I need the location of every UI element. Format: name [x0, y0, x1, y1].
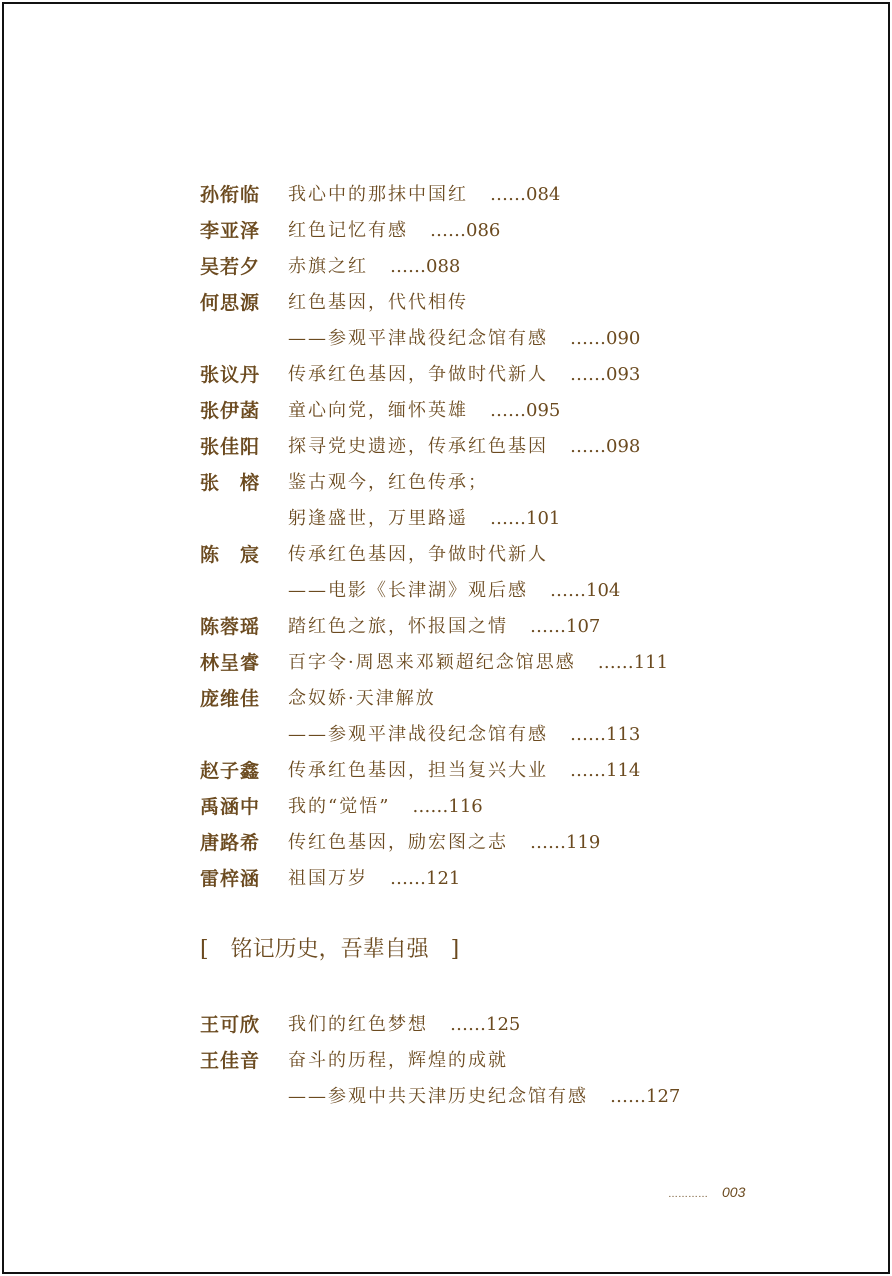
entry-title	[288, 612, 600, 638]
entry-title-text: ——参观平津战役纪念馆有感	[288, 328, 548, 349]
entry-title	[288, 288, 468, 314]
entry-author: 张佳阳	[200, 436, 261, 458]
entry-author: 陈 宸	[200, 544, 261, 566]
entry-page-number: ……098	[570, 436, 641, 457]
entry-title	[288, 180, 560, 206]
entry-title-text: 传红色基因，励宏图之志	[288, 832, 508, 853]
entry-subtitle	[288, 576, 620, 602]
entry-page-number: ……114	[570, 760, 641, 781]
entry-page-number: ……113	[570, 724, 641, 745]
entry-author: 禹涵中	[200, 796, 261, 818]
entry-title-text: 我心中的那抹中国红	[288, 184, 468, 205]
entry-title-text: ——参观中共天津历史纪念馆有感	[288, 1086, 588, 1107]
entry-author: 李亚泽	[200, 220, 261, 242]
section-heading: [ 铭记历史，吾辈自强 ]	[200, 937, 460, 962]
entry-title-text: 传承红色基因，争做时代新人	[288, 544, 548, 565]
entry-title	[288, 756, 640, 782]
entry-page-number: ……119	[530, 832, 601, 853]
entry-title	[288, 792, 483, 818]
entry-title-text: 躬逢盛世，万里路遥	[288, 508, 468, 529]
entry-author: 王可欣	[200, 1014, 261, 1036]
entry-subtitle	[288, 324, 640, 350]
entry-title-text: 赤旗之红	[288, 256, 368, 277]
entry-title-text: 红色记忆有感	[288, 220, 408, 241]
entry-title	[288, 360, 640, 386]
entry-author: 林呈睿	[200, 652, 261, 674]
entry-page-number: ……088	[390, 256, 461, 277]
entry-title-text: 我们的红色梦想	[288, 1014, 428, 1035]
entry-page-number: ……125	[450, 1014, 521, 1035]
entry-page-number: ……101	[490, 508, 561, 529]
entry-title-text: ——参观平津战役纪念馆有感	[288, 724, 548, 745]
entry-title	[288, 648, 668, 674]
entry-title-text: 鉴古观今，红色传承；	[288, 472, 488, 493]
entry-author: 赵子鑫	[200, 760, 261, 782]
entry-title	[288, 828, 600, 854]
entry-author: 雷梓涵	[200, 868, 261, 890]
entry-title	[288, 252, 460, 278]
entry-title	[288, 468, 488, 494]
entry-author: 张 榕	[200, 472, 261, 494]
entry-author: 庞维佳	[200, 688, 261, 710]
entry-page-number: ……116	[412, 796, 483, 817]
entry-page-number: ……084	[490, 184, 561, 205]
page-footer	[668, 1184, 745, 1200]
entry-title	[288, 432, 640, 458]
entry-author: 孙衔临	[200, 184, 261, 206]
entry-title-text: 念奴娇·天津解放	[288, 688, 436, 709]
entry-title	[288, 864, 460, 890]
entry-subtitle	[288, 720, 640, 746]
book-page	[2, 2, 890, 1274]
entry-title-text: 传承红色基因，争做时代新人	[288, 364, 548, 385]
entry-page-number: ……104	[550, 580, 621, 601]
entry-page-number: ……111	[597, 652, 669, 673]
entry-page-number: ……090	[570, 328, 641, 349]
entry-title-text: ——电影《长津湖》观后感	[288, 580, 528, 601]
entry-title	[288, 216, 500, 242]
entry-subtitle	[288, 1082, 680, 1108]
page-number: 003	[722, 1184, 746, 1200]
entry-author: 张伊菡	[200, 400, 261, 422]
entry-title-text: 奋斗的历程，辉煌的成就	[288, 1050, 508, 1071]
entry-author: 唐路希	[200, 832, 261, 854]
entry-title-text: 百字令·周恩来邓颖超纪念馆思感	[288, 652, 576, 673]
entry-title-text: 探寻党史遗迹，传承红色基因	[288, 436, 548, 457]
entry-title	[288, 1010, 520, 1036]
entry-title	[288, 1046, 508, 1072]
table-of-contents	[4, 4, 888, 1272]
entry-page-number: ……095	[490, 400, 561, 421]
entry-title	[288, 396, 560, 422]
entry-author: 张议丹	[200, 364, 261, 386]
entry-author: 王佳音	[200, 1050, 261, 1072]
entry-author: 何思源	[200, 292, 261, 314]
entry-author: 吴若夕	[200, 256, 261, 278]
entry-author: 陈蓉瑶	[200, 616, 261, 638]
entry-page-number: ……086	[430, 220, 501, 241]
entry-title-text: 祖国万岁	[288, 868, 368, 889]
entry-subtitle	[288, 504, 560, 530]
entry-page-number: ……127	[610, 1086, 681, 1107]
entry-title-text: 童心向党，缅怀英雄	[288, 400, 468, 421]
footer-leader: …………	[668, 1189, 708, 1200]
entry-title-text: 踏红色之旅，怀报国之情	[288, 616, 508, 637]
entry-title	[288, 540, 548, 566]
entry-title-text: 传承红色基因，担当复兴大业	[288, 760, 548, 781]
entry-title-text: 我的“觉悟”	[288, 796, 391, 817]
entry-title	[288, 684, 436, 710]
entry-page-number: ……107	[530, 616, 601, 637]
entry-page-number: ……093	[570, 364, 641, 385]
entry-title-text: 红色基因，代代相传	[288, 292, 468, 313]
entry-page-number: ……121	[390, 868, 461, 889]
